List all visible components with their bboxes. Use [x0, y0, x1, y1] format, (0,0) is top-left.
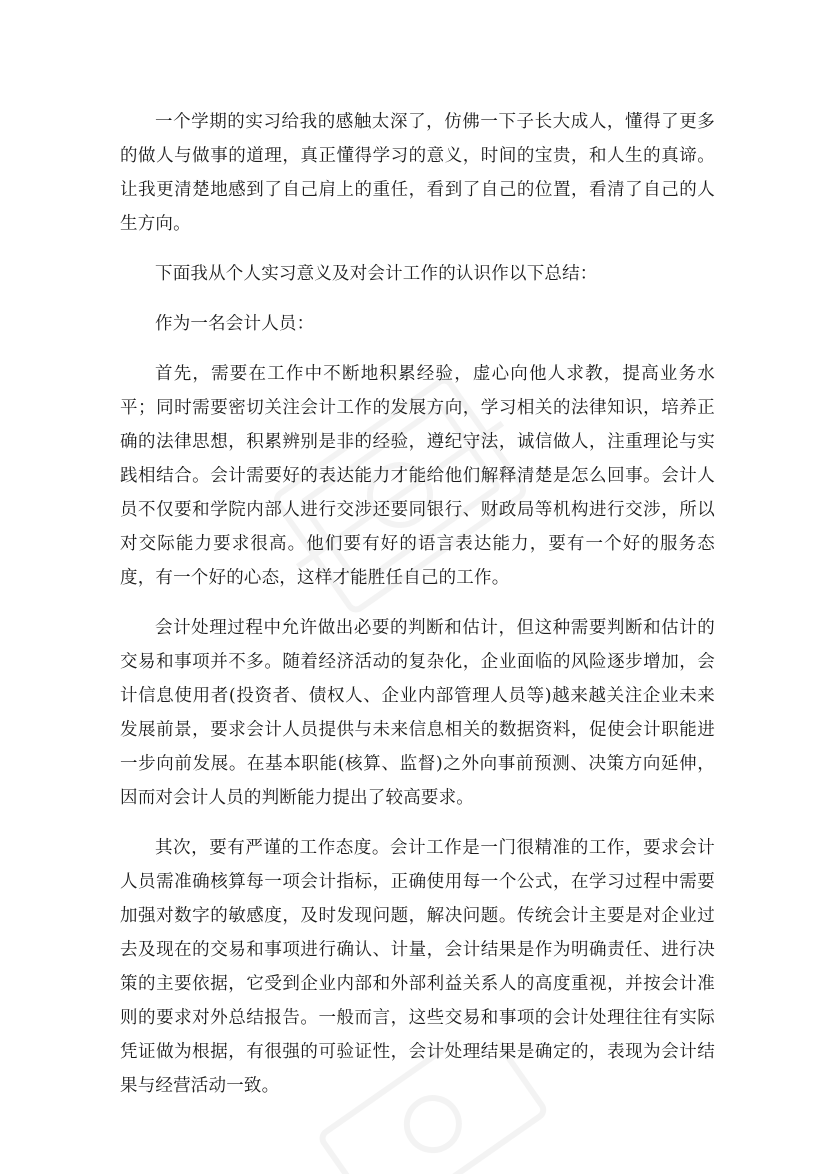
document-body [120, 105, 715, 1103]
paragraph-role: 作为一名会计人员： [155, 314, 315, 334]
paragraph-judgment: 会计处理过程中允许做出必要的判断和估计，但这种需要判断和估计的交易和事项并不多。随着经济活动的复杂化，企业面临的风险逐步增加，会计信息使用者(投资者、债权人、企业内部管理人员等)越来越关注企业未来发展前景，要求会计人员提供与未来信息相关的数据资料，促使会计职能进一步向前发展。在基本职能(核算、监督)之外向事前预测、决策方向延伸，因而对会计人员的判断能力提出了较高要求。 [120, 618, 715, 808]
paragraph-first-point: 首先，需要在工作中不断地积累经验，虚心向他人求教，提高业务水平；同时需要密切关注会计工作的发展方向，学习相关的法律知识，培养正确的法律思想，积累辨别是非的经验，遵纪守法，诚信做人，注重理论与实践相结合。会计需要好的表达能力才能给他们解释清楚是怎么回事。会计人员不仅要和学院内部人进行交涉还要同银行、财政局等机构进行交涉，所以对交际能力要求很高。他们要有好的语言表达能力，要有一个好的服务态度，有一个好的心态，这样才能胜任自己的工作。 [120, 364, 715, 588]
paragraph-summary-lead: 下面我从个人实习意义及对会计工作的认识作以下总结： [155, 264, 598, 284]
paragraph-second-point: 其次，要有严谨的工作态度。会计工作是一门很精准的工作，要求会计人员需准确核算每一项会计指标，正确使用每一个公式，在学习过程中需要加强对数字的敏感度，及时发现问题，解决问题。传统会计主要是对企业过去及现在的交易和事项进行确认、计量，会计结果是作为明确责任、进行决策的主要依据，它受到企业内部和外部利益关系人的高度重视，并按会计准则的要求对外总结报告。一般而言，这些交易和事项的会计处理往往有实际凭证做为根据，有很强的可验证性，会计处理结果是确定的，表现为会计结果与经营活动一致。 [120, 838, 715, 1096]
paragraph-intro: 一个学期的实习给我的感触太深了，仿佛一下子长大成人，懂得了更多的做人与做事的道理，真正懂得学习的意义，时间的宝贵，和人生的真谛。让我更清楚地感到了自己肩上的重任，看到了自己的位置，看清了自己的人生方向。 [120, 112, 715, 234]
